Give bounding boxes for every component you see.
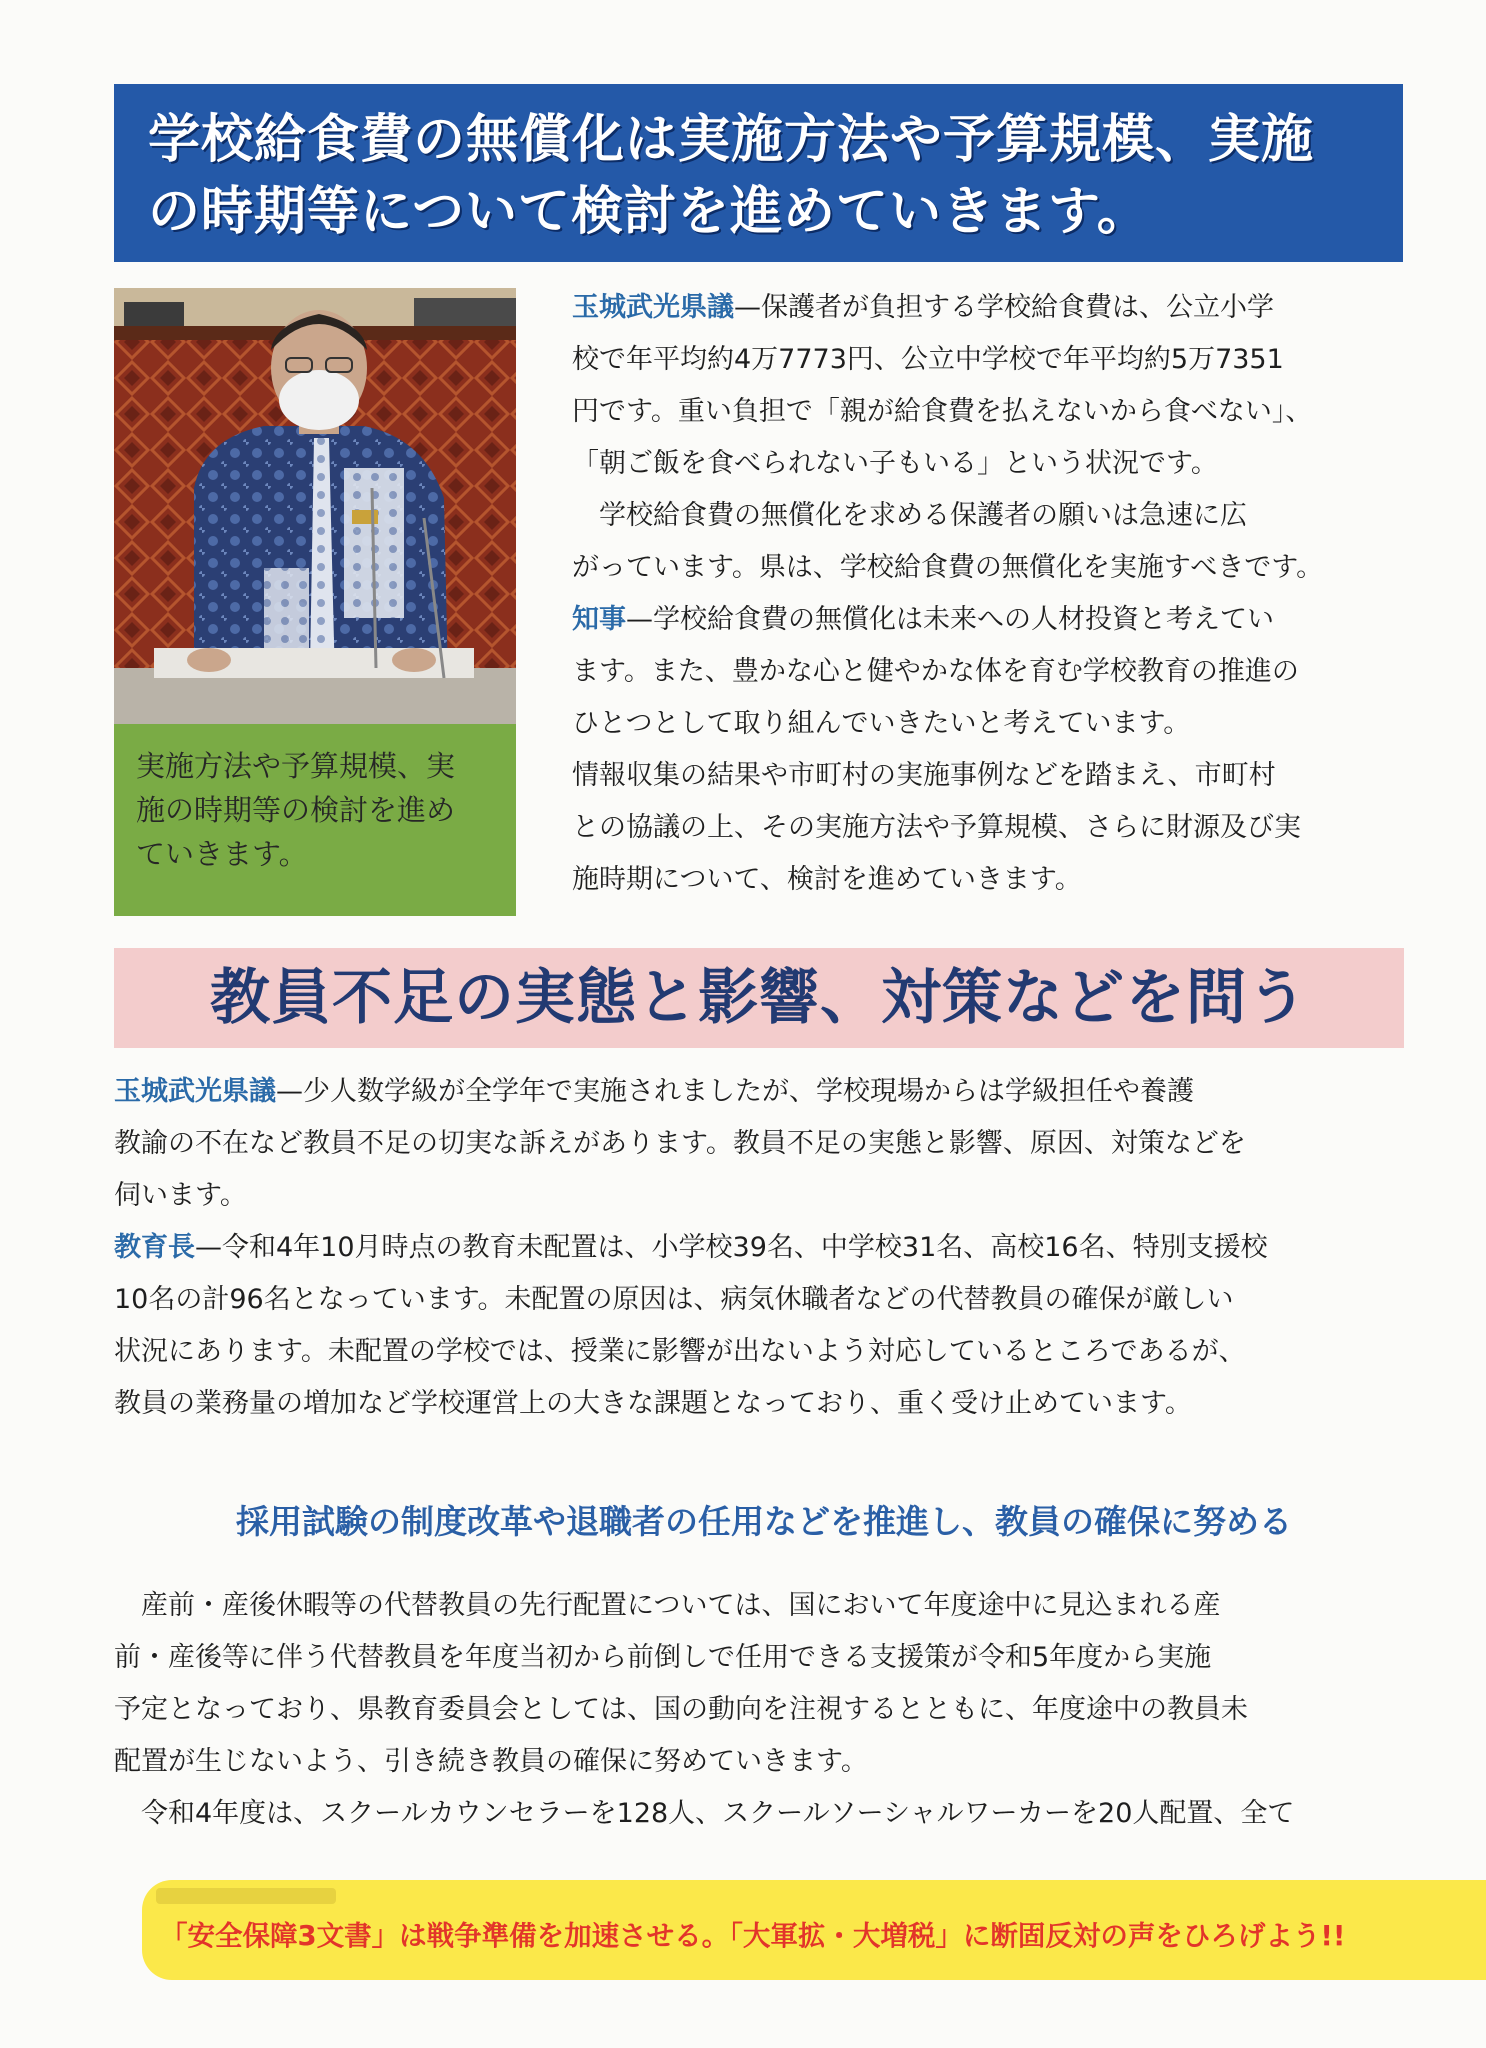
paragraph-line: 予定となっており、県教育委員会としては、国の動向を注視するとともに、年度途中の教員未 xyxy=(114,1694,1248,1725)
paragraph-line: 玉城武光県議—少人数学級が全学年で実施されましたが、学校現場からは学級担任や養護 xyxy=(114,1076,1194,1107)
paragraph-line: 玉城武光県議—保護者が負担する学校給食費は、公立小学 xyxy=(572,292,1274,323)
paragraph-line: 円です。重い負担で「親が給食費を払えないから食べない」、 xyxy=(572,396,1313,427)
footer-slogan-banner xyxy=(142,1880,1486,1980)
headline-line: の時期等について検討を進めていきます。 xyxy=(148,182,1150,242)
speaker-label: 玉城武光県議 xyxy=(572,292,734,323)
body-text xyxy=(114,1580,1414,1840)
paragraph-line: 知事—学校給食費の無償化は未来への人材投資と考えてい xyxy=(572,604,1274,635)
paragraph-line: 状況にあります。未配置の学校では、授業に影響が出ないよう対応しているところであるが、 xyxy=(114,1336,1246,1367)
speaker-label: 玉城武光県議 xyxy=(114,1076,276,1107)
paragraph-line: 施時期について、検討を進めていきます。 xyxy=(572,864,1082,895)
photo-caption xyxy=(114,724,516,916)
caption-line: 実施方法や予算規模、実 xyxy=(136,749,456,783)
paragraph-line: 学校給食費の無償化を求める保護者の願いは急速に広 xyxy=(599,500,1247,531)
paragraph-line: 伺います。 xyxy=(114,1180,247,1211)
headline-line: 学校給食費の無償化は実施方法や予算規模、実施 xyxy=(148,110,1315,170)
paragraph-line: 前・産後等に伴う代替教員を年度当初から前倒しで任用できる支援策が令和5年度から実施 xyxy=(114,1642,1212,1673)
headline-banner-school-lunch xyxy=(114,84,1403,262)
speaker-label: 知事 xyxy=(572,604,626,635)
footer-slogan: 「安全保障3文書」は戦争準備を加速させる。「大軍拡・大増税」に断固反対の声をひろげよう!! xyxy=(160,1920,1346,1952)
caption-line: ていきます。 xyxy=(136,837,308,871)
paragraph-line: 10名の計96名となっています。未配置の原因は、病気休職者などの代替教員の確保が厳しい xyxy=(114,1284,1234,1315)
section-title: 教員不足の実態と影響、対策などを問う xyxy=(210,963,1308,1033)
paragraph-line: がっています。県は、学校給食費の無償化を実施すべきです。 xyxy=(572,552,1324,583)
paragraph-line: 教育長—令和4年10月時点の教育未配置は、小学校39名、中学校31名、高校16名、特別支援校 xyxy=(114,1232,1268,1263)
teacher-shortage-qa xyxy=(114,1066,1414,1430)
paragraph-line: 情報収集の結果や市町村の実施事例などを踏まえ、市町村 xyxy=(572,760,1276,791)
paragraph-line: 校で年平均約4万7773円、公立中学校で年平均約5万7351 xyxy=(572,344,1284,375)
headline-banner-teacher-shortage xyxy=(114,948,1404,1048)
paragraph-line: 教諭の不在など教員不足の切実な訴えがあります。教員不足の実態と影響、原因、対策などを xyxy=(114,1128,1246,1159)
paragraph-line: との協議の上、その実施方法や予算規模、さらに財源及び実 xyxy=(572,812,1301,843)
paragraph-line: 産前・産後休暇等の代替教員の先行配置については、国において年度途中に見込まれる産 xyxy=(141,1590,1221,1621)
paragraph-line: ます。また、豊かな心と健やかな体を育む学校教育の推進の xyxy=(572,656,1299,687)
paragraph-line: 「朝ご飯を食べられない子もいる」という状況です。 xyxy=(572,448,1218,479)
paragraph-line: 配置が生じないよう、引き続き教員の確保に努めていきます。 xyxy=(114,1746,868,1777)
school-lunch-qa xyxy=(572,282,1414,906)
subheading: 採用試験の制度改革や退職者の任用などを推進し、教員の確保に努める xyxy=(236,1502,1292,1541)
speaker-label: 教育長 xyxy=(114,1232,195,1263)
governor-photo xyxy=(114,288,516,724)
paragraph-line: ひとつとして取り組んでいきたいと考えています。 xyxy=(572,708,1191,739)
paragraph-line: 令和4年度は、スクールカウンセラーを128人、スクールソーシャルワーカーを20人配置、全て xyxy=(141,1798,1295,1829)
footer-tag xyxy=(156,1888,336,1904)
caption-line: 施の時期等の検討を進め xyxy=(136,793,456,827)
paragraph-line: 教員の業務量の増加など学校運営上の大きな課題となっており、重く受け止めています。 xyxy=(114,1388,1192,1419)
